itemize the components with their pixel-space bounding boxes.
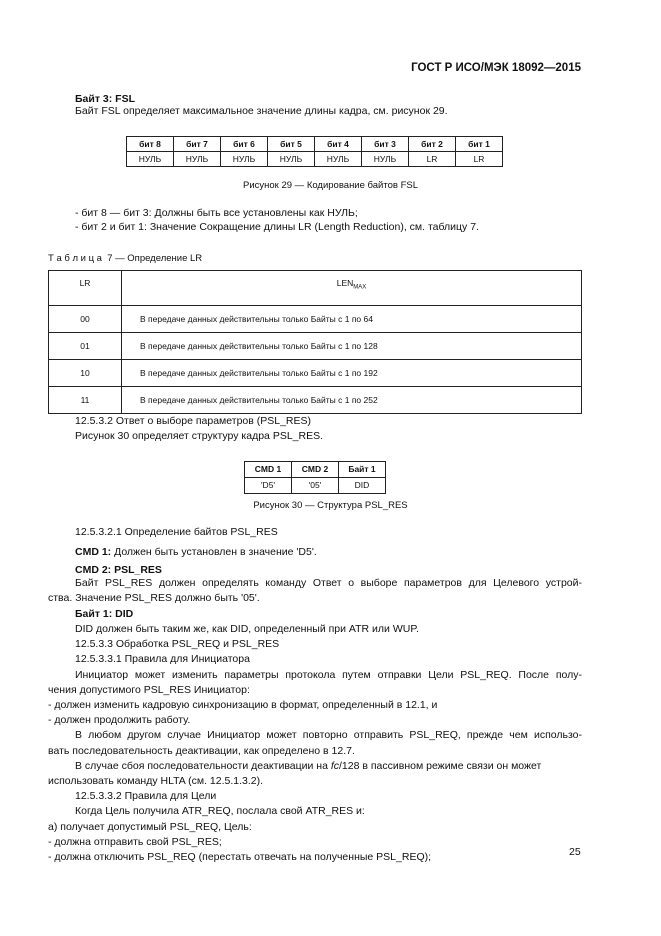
table-row <box>49 387 582 414</box>
bit-header: бит 4 <box>315 137 362 152</box>
byte3-description: Байт FSL определяет максимальное значение длины кадра, см. рисунок 29. <box>75 105 448 117</box>
table-7-header-lenmax <box>122 271 582 306</box>
figure-29-value-row <box>127 152 503 167</box>
bit-value: LR <box>456 152 503 167</box>
bit-value: LR <box>409 152 456 167</box>
bit-header: бит 3 <box>362 137 409 152</box>
deact-pre: В случае сбоя последовательности деактивации на <box>75 759 331 772</box>
bit-header: бит 8 <box>127 137 174 152</box>
deactivation-line-2: использовать команду HLTA (см. 12.5.1.3.2). <box>48 775 264 787</box>
bit-header: бит 5 <box>268 137 315 152</box>
deactivation-line <box>48 759 582 774</box>
bit-value: НУЛЬ <box>362 152 409 167</box>
body-line: - должен продолжить работу. <box>48 714 191 727</box>
body-lines <box>48 622 582 865</box>
tail-line: - должна отправить свой PSL_RES; <box>48 835 222 848</box>
deact-post: /128 в пассивном режиме связи он может <box>339 759 542 772</box>
table-7 <box>48 270 582 414</box>
running-header: ГОСТ Р ИСО/МЭК 18092—2015 <box>411 62 581 74</box>
lr-value: 00 <box>49 306 122 333</box>
tail-line: 12.5.3.3.2 Правила для Цели <box>75 790 217 803</box>
cmd2-paragraph-line2: ства. Значение PSL_RES должно быть '05'. <box>48 592 260 604</box>
lr-description: В передаче данных действительны только Байты с 1 по 252 <box>122 387 582 414</box>
body-line: - должен изменить кадровую синхронизацию в формат, определенный в 12.1, и <box>48 699 438 711</box>
body-line: чения допустимого PSL_RES Инициатор: <box>48 683 250 696</box>
byte1-value: DID <box>339 478 386 494</box>
lenmax-main: LEN <box>336 278 354 288</box>
figure-30-table <box>244 461 386 494</box>
table-7-header-row <box>49 271 582 306</box>
figure-30-value-row <box>245 478 386 494</box>
table-row <box>49 306 582 333</box>
cmd1-label: CMD 1: <box>75 546 112 558</box>
bit-value: НУЛЬ <box>221 152 268 167</box>
byte1-header: Байт 1 <box>339 462 386 478</box>
bits-note-2: - бит 2 и бит 1: Значение Сокращение длины LR (Length Reduction), см. таблицу 7. <box>75 221 479 233</box>
lenmax-sub: MAX <box>353 284 367 291</box>
cmd2-header: CMD 2 <box>292 462 339 478</box>
figure-30-caption: Рисунок 30 — Структура PSL_RES <box>253 500 408 511</box>
bit-header: бит 2 <box>409 137 456 152</box>
tail-line: Когда Цель получила ATR_REQ, послала свой ATR_RES и: <box>75 805 365 818</box>
cmd2-value: '05' <box>292 478 339 494</box>
section-12532-desc: Рисунок 30 определяет структуру кадра PSL_RES. <box>75 430 324 442</box>
bits-note-1: - бит 8 — бит 3: Должны быть все установлены как НУЛЬ; <box>75 207 358 219</box>
byte3-title: Байт 3: FSL <box>75 93 135 105</box>
lr-value: 01 <box>49 333 122 360</box>
cmd2-paragraph-line1: Байт PSL_RES должен определять команду Ответ о выборе параметров для Целевого устрой- <box>75 577 582 589</box>
body-line: DID должен быть таким же, как DID, определенный при ATR или WUP. <box>75 623 419 635</box>
section-12532-title: 12.5.3.2 Ответ о выборе параметров (PSL_RES) <box>75 415 312 427</box>
cmd2-label: CMD 2: PSL_RES <box>75 564 162 576</box>
cmd1-header: CMD 1 <box>245 462 292 478</box>
figure-30-header-row <box>245 462 386 478</box>
lr-value: 11 <box>49 387 122 414</box>
bit-value: НУЛЬ <box>174 152 221 167</box>
page-number: 25 <box>569 846 581 858</box>
lr-description: В передаче данных действительны только Байты с 1 по 128 <box>122 333 582 360</box>
figure-29-table <box>126 136 503 167</box>
bit-header: бит 6 <box>221 137 268 152</box>
tail-line: а) получает допустимый PSL_REQ, Цель: <box>48 820 252 833</box>
table-7-header-lr: LR <box>49 271 122 306</box>
table-row <box>49 360 582 387</box>
cmd1-text: Должен быть установлен в значение 'D5'. <box>111 546 317 558</box>
section-125321-title: 12.5.3.2.1 Определение байтов PSL_RES <box>75 526 278 538</box>
figure-29-caption: Рисунок 29 — Кодирование байтов FSL <box>243 180 418 191</box>
bit-header: бит 7 <box>174 137 221 152</box>
lr-value: 10 <box>49 360 122 387</box>
cmd1-definition <box>75 545 317 560</box>
body-line: 12.5.3.3 Обработка PSL_REQ и PSL_RES <box>75 638 280 651</box>
table-7-label: Т а б л и ц а 7 <box>48 253 113 264</box>
bit-value: НУЛЬ <box>127 152 174 167</box>
table-row <box>49 333 582 360</box>
byte1-label: Байт 1: DID <box>75 608 134 620</box>
table-7-title <box>48 253 202 264</box>
lr-description: В передаче данных действительны только Байты с 1 по 64 <box>122 306 582 333</box>
lr-description: В передаче данных действительны только Байты с 1 по 192 <box>122 360 582 387</box>
table-7-name: — Определение LR <box>112 253 203 264</box>
body-line: Инициатор может изменить параметры протокола путем отправки Цели PSL_REQ. После полу- <box>75 668 582 681</box>
bit-value: НУЛЬ <box>268 152 315 167</box>
body-line: В любом другом случае Инициатор может повторно отправить PSL_REQ, прежде чем использо- <box>75 729 582 742</box>
deact-fc: fc <box>330 759 340 772</box>
figure-29-header-row <box>127 137 503 152</box>
body-line: вать последовательность деактивации, как определено в 12.7. <box>48 744 355 757</box>
cmd1-value: 'D5' <box>245 478 292 494</box>
body-line: 12.5.3.3.1 Правила для Инициатора <box>75 653 250 666</box>
bit-value: НУЛЬ <box>315 152 362 167</box>
tail-line: - должна отключить PSL_REQ (перестать отвечать на полученные PSL_REQ); <box>48 851 432 864</box>
bit-header: бит 1 <box>456 137 503 152</box>
